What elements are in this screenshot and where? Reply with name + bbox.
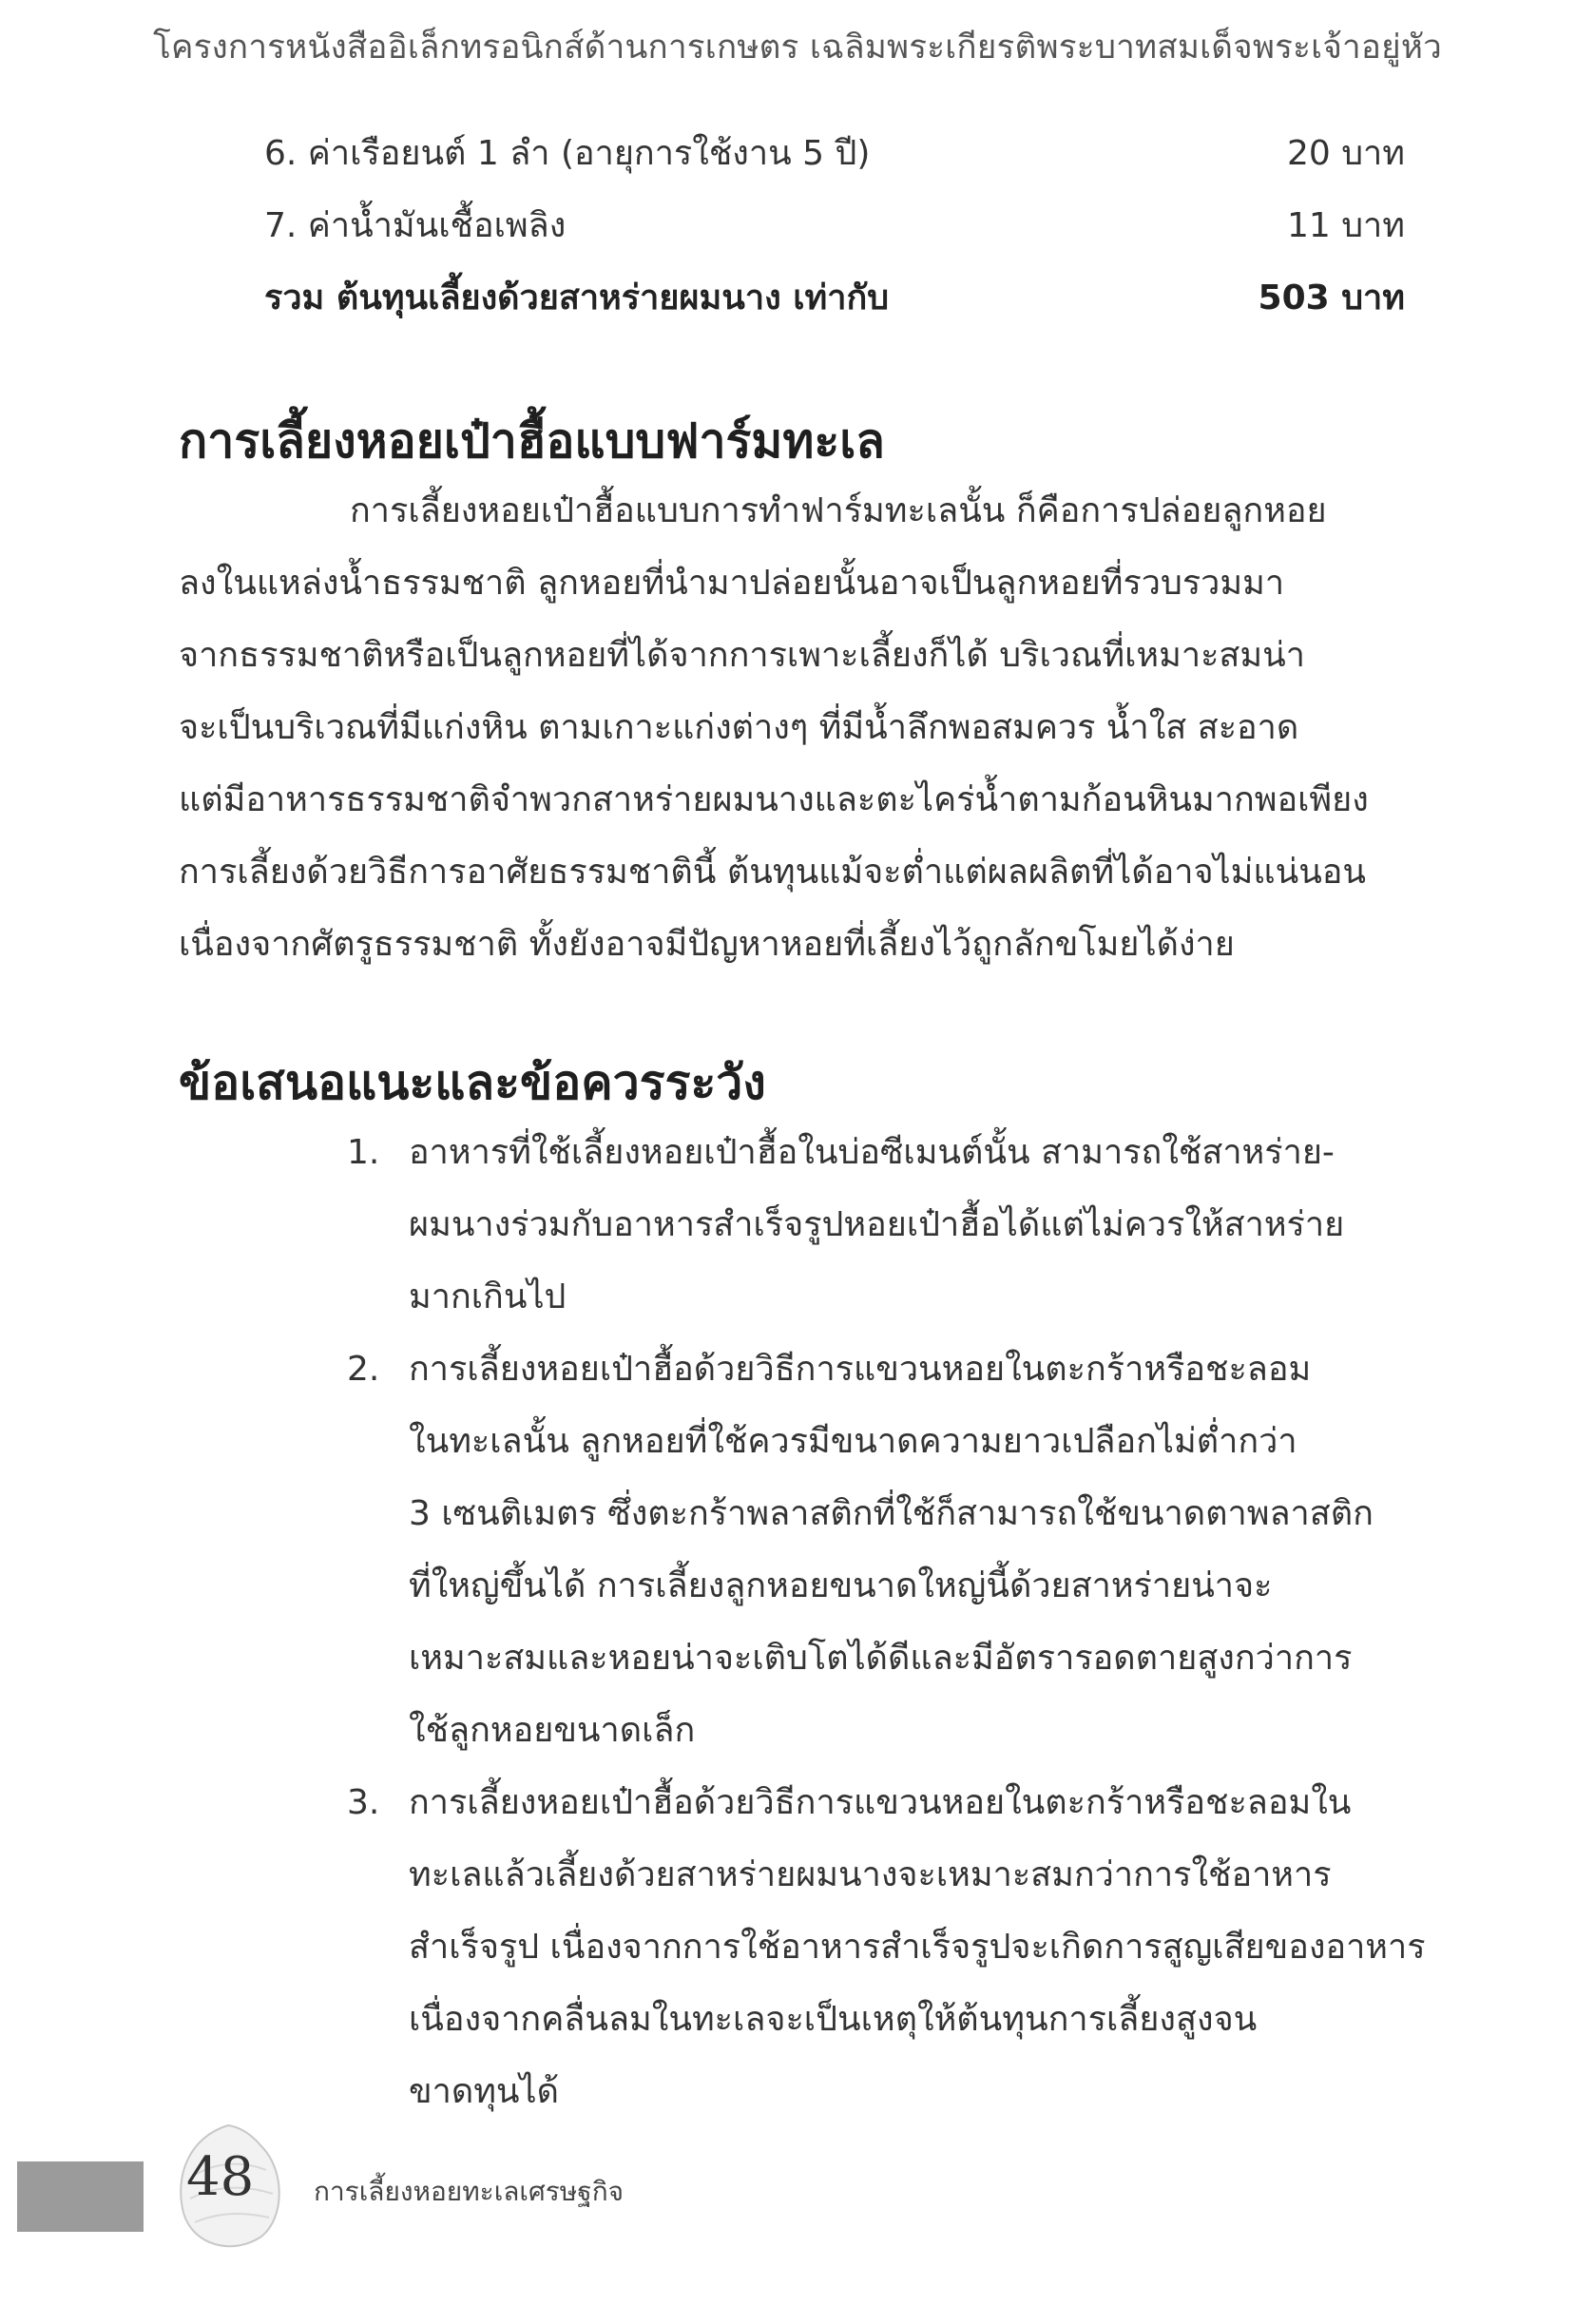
list-number: 2.: [347, 1350, 380, 1389]
list-line: สำเร็จรูป เนื่องจากการใช้อาหารสำเร็จรูปจะเกิดการสูญเสียของอาหาร: [409, 1928, 1426, 1967]
footer-book-title: การเลี้ยงหอยทะเลเศรษฐกิจ: [314, 2176, 625, 2207]
cost-total-label: รวม ต้นทุนเลี้ยงด้วยสาหร่ายผมนาง เท่ากับ: [264, 278, 890, 317]
cost-table: [264, 125, 1405, 342]
list-line: ผมนางร่วมกับอาหารสำเร็จรูปหอยเป๋าฮื้อได้แต่ไม่ควรให้สาหร่าย: [409, 1205, 1345, 1244]
paragraph-line: จากธรรมชาติหรือเป็นลูกหอยที่ได้จากการเพาะเลี้ยงก็ได้ บริเวณที่เหมาะสมน่า: [179, 636, 1305, 675]
list-line: ใช้ลูกหอยขนาดเล็ก: [409, 1711, 696, 1750]
list-number: 1.: [347, 1133, 380, 1172]
cost-row: [264, 198, 1405, 270]
cost-row: [264, 125, 1405, 198]
list-line: การเลี้ยงหอยเป๋าฮื้อด้วยวิธีการแขวนหอยในตะกร้าหรือชะลอมใน: [409, 1783, 1352, 1822]
cost-label: 7. ค่าน้ำมันเชื้อเพลิง: [264, 206, 567, 245]
list-line: ในทะเลนั้น ลูกหอยที่ใช้ควรมีขนาดความยาวเปลือกไม่ต่ำกว่า: [409, 1422, 1297, 1461]
paragraph-line: การเลี้ยงด้วยวิธีการอาศัยธรรมชาตินี้ ต้นทุนแม้จะต่ำแต่ผลผลิตที่ได้อาจไม่แน่นอน: [179, 853, 1367, 892]
section-title-recommendations: ข้อเสนอแนะและข้อควรระวัง: [179, 1055, 766, 1110]
paragraph-line: เนื่องจากศัตรูธรรมชาติ ทั้งยังอาจมีปัญหาหอยที่เลี้ยงไว้ถูกลักขโมยได้ง่าย: [179, 925, 1235, 964]
cost-total-row: [264, 270, 1405, 342]
paragraph-line: จะเป็นบริเวณที่มีแก่งหิน ตามเกาะแก่งต่างๆ ที่มีน้ำลึกพอสมควร น้ำใส สะอาด: [179, 708, 1299, 747]
cost-label: 6. ค่าเรือยนต์ 1 ลำ (อายุการใช้งาน 5 ปี): [264, 134, 871, 173]
cost-value: 11 บาท: [1286, 206, 1405, 245]
list-line: การเลี้ยงหอยเป๋าฮื้อด้วยวิธีการแขวนหอยในตะกร้าหรือชะลอม: [409, 1350, 1312, 1389]
list-item: [347, 1767, 1426, 2128]
list-line: ทะเลแล้วเลี้ยงด้วยสาหร่ายผมนางจะเหมาะสมกว่าการใช้อาหาร: [409, 1855, 1332, 1894]
list-number: 3.: [347, 1783, 380, 1822]
list-line: ขาดทุนได้: [409, 2072, 560, 2111]
footer-grey-bar: [17, 2161, 144, 2232]
list-line: อาหารที่ใช้เลี้ยงหอยเป๋าฮื้อในบ่อซีเมนต์นั้น สามารถใช้สาหร่าย-: [409, 1133, 1335, 1172]
list-item: [347, 1117, 1416, 1334]
list-line: ที่ใหญ่ขึ้นได้ การเลี้ยงลูกหอยขนาดใหญ่นี้ด้วยสาหร่ายน่าจะ: [409, 1566, 1273, 1605]
section-title-sea-farm: การเลี้ยงหอยเป๋าฮื้อแบบฟาร์มทะเล: [179, 413, 885, 469]
list-line: เหมาะสมและหอยน่าจะเติบโตได้ดีและมีอัตรารอดตายสูงกว่าการ: [409, 1639, 1353, 1678]
paragraph-line: แต่มีอาหารธรรมชาติจำพวกสาหร่ายผมนางและตะไคร่น้ำตามก้อนหินมากพอเพียง: [179, 780, 1369, 819]
list-item: [347, 1334, 1416, 1767]
cost-value: 20 บาท: [1286, 134, 1405, 173]
running-header: โครงการหนังสืออิเล็กทรอนิกส์ด้านการเกษตร เฉลิมพระเกียรติพระบาทสมเด็จพระเจ้าอยู่หัว: [153, 29, 1442, 67]
page-number: 48: [186, 2146, 255, 2208]
list-line: มากเกินไป: [409, 1277, 567, 1316]
recommendation-list: [347, 1117, 1426, 2128]
list-line: เนื่องจากคลื่นลมในทะเลจะเป็นเหตุให้ต้นทุนการเลี้ยงสูงจน: [409, 2000, 1258, 2039]
paragraph-line: การเลี้ยงหอยเป๋าฮื้อแบบการทำฟาร์มทะเลนั้น ก็คือการปล่อยลูกหอย: [350, 491, 1327, 530]
list-line: 3 เซนติเมตร ซึ่งตะกร้าพลาสติกที่ใช้ก็สามารถใช้ขนาดตาพลาสติก: [409, 1494, 1374, 1533]
cost-total-value: 503 บาท: [1258, 278, 1405, 317]
paragraph-line: ลงในแหล่งน้ำธรรมชาติ ลูกหอยที่นำมาปล่อยนั้นอาจเป็นลูกหอยที่รวบรวมมา: [179, 564, 1285, 603]
sea-farm-paragraph: [179, 475, 1414, 981]
